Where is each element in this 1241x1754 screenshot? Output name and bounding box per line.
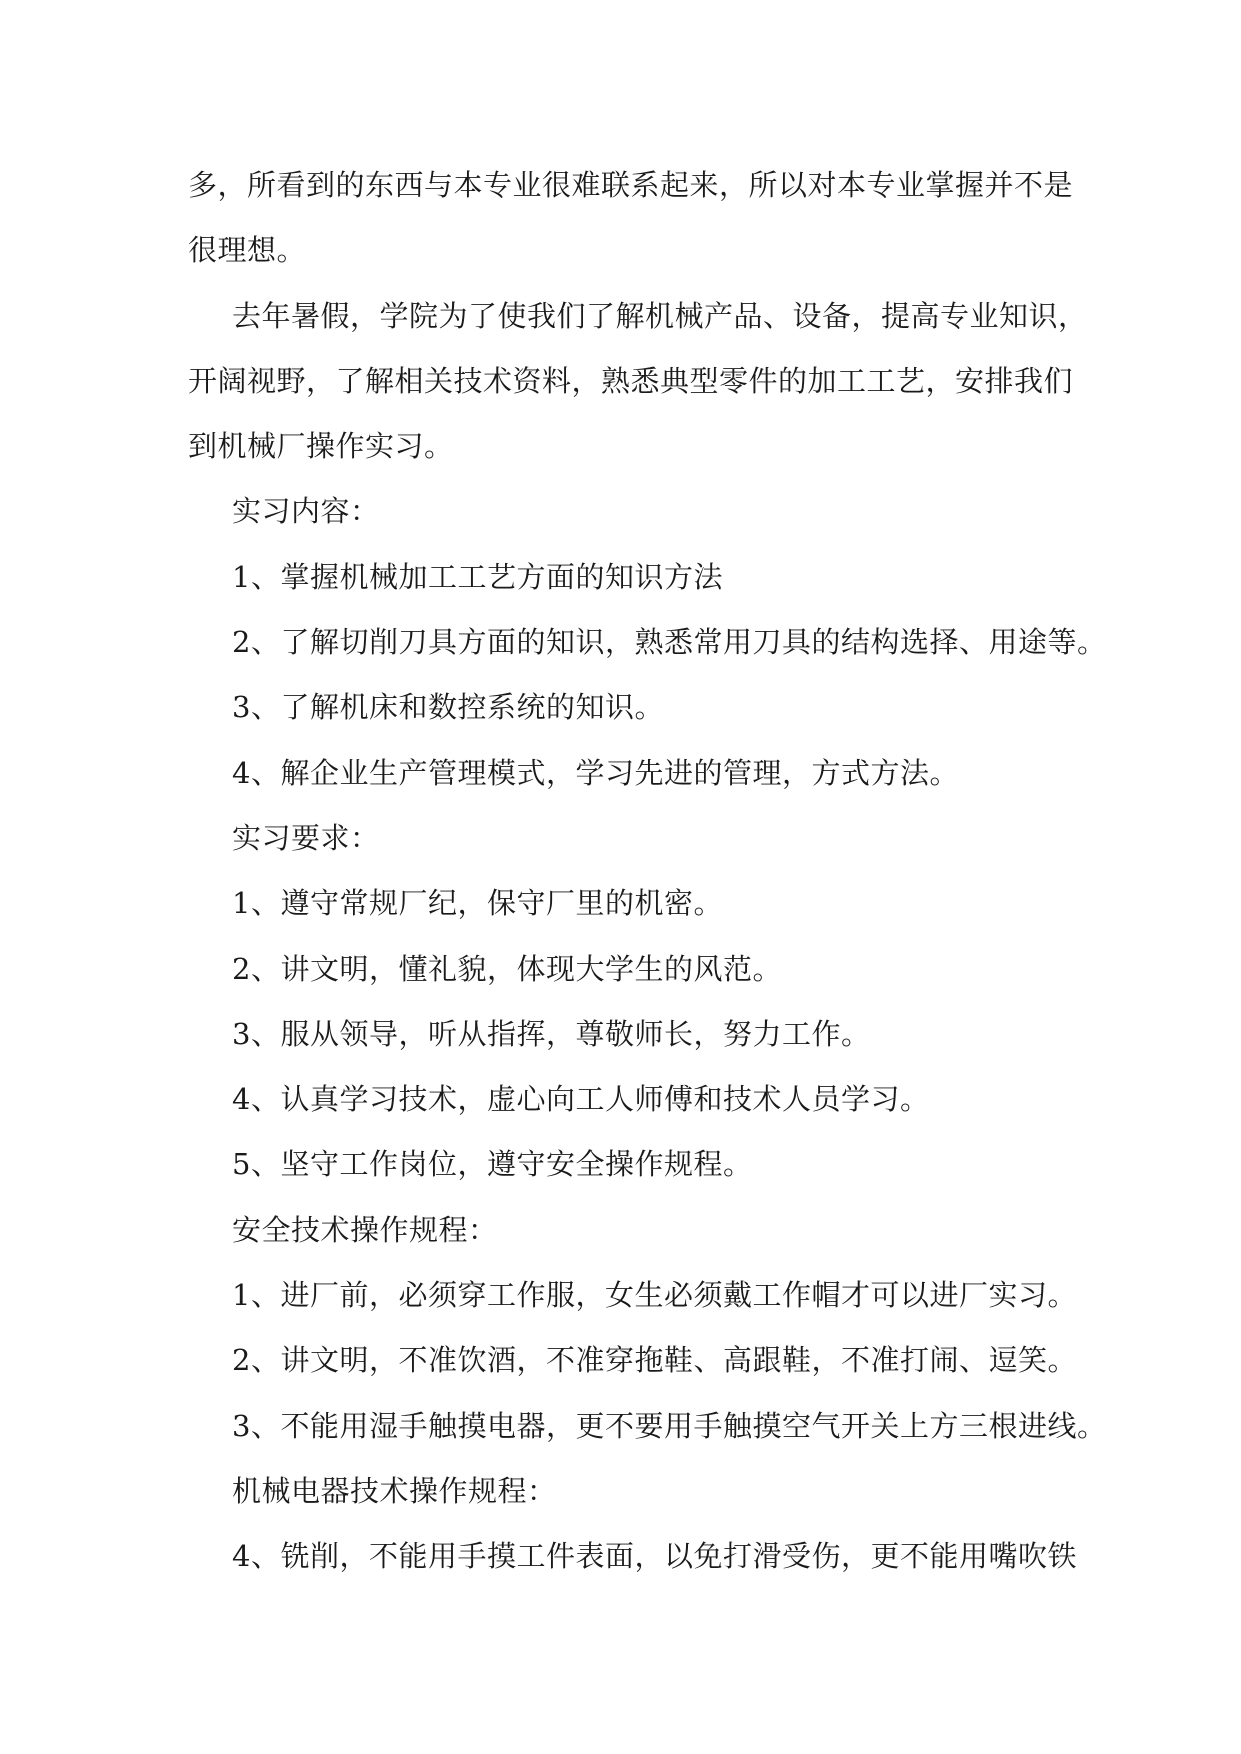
text-line: 开阔视野，了解相关技术资料，熟悉典型零件的加工工艺，安排我们 [188, 363, 1074, 398]
list-item: 2、讲文明，不准饮酒，不准穿拖鞋、高跟鞋，不准打闹、逗笑。 [232, 1343, 1077, 1378]
text-line: 很理想。 [188, 233, 307, 268]
list-item: 1、掌握机械加工工艺方面的知识方法 [232, 559, 723, 594]
list-item: 5、坚守工作岗位，遵守安全操作规程。 [232, 1147, 753, 1182]
section-heading: 安全技术操作规程： [232, 1212, 498, 1247]
list-item: 4、认真学习技术，虚心向工人师傅和技术人员学习。 [232, 1082, 930, 1117]
list-item: 3、不能用湿手触摸电器，更不要用手触摸空气开关上方三根进线。 [232, 1408, 1107, 1443]
section-heading: 实习要求： [232, 820, 380, 855]
list-item: 3、了解机床和数控系统的知识。 [232, 690, 664, 725]
list-item: 4、解企业生产管理模式，学习先进的管理，方式方法。 [232, 755, 959, 790]
list-item: 2、讲文明，懂礼貌，体现大学生的风范。 [232, 951, 782, 986]
text-line: 多，所看到的东西与本专业很难联系起来，所以对本专业掌握并不是 [188, 168, 1074, 202]
document-body [188, 158, 1107, 1595]
section-heading: 机械电器技术操作规程： [232, 1473, 557, 1508]
list-item: 3、服从领导，听从指挥，尊敬师长，努力工作。 [232, 1016, 871, 1051]
text-line: 到机械厂操作实习。 [188, 429, 454, 464]
text-line: 去年暑假，学院为了使我们了解机械产品、设备，提高专业知识， [232, 298, 1088, 333]
list-item: 1、遵守常规厂纪，保守厂里的机密。 [232, 886, 723, 921]
list-item: 4、铣削，不能用手摸工件表面，以免打滑受伤，更不能用嘴吹铁 [232, 1539, 1077, 1574]
section-heading: 实习内容： [232, 494, 380, 529]
list-item: 2、了解切削刀具方面的知识，熟悉常用刀具的结构选择、用途等。 [232, 625, 1107, 660]
list-item: 1、进厂前，必须穿工作服，女生必须戴工作帽才可以进厂实习。 [232, 1278, 1077, 1313]
